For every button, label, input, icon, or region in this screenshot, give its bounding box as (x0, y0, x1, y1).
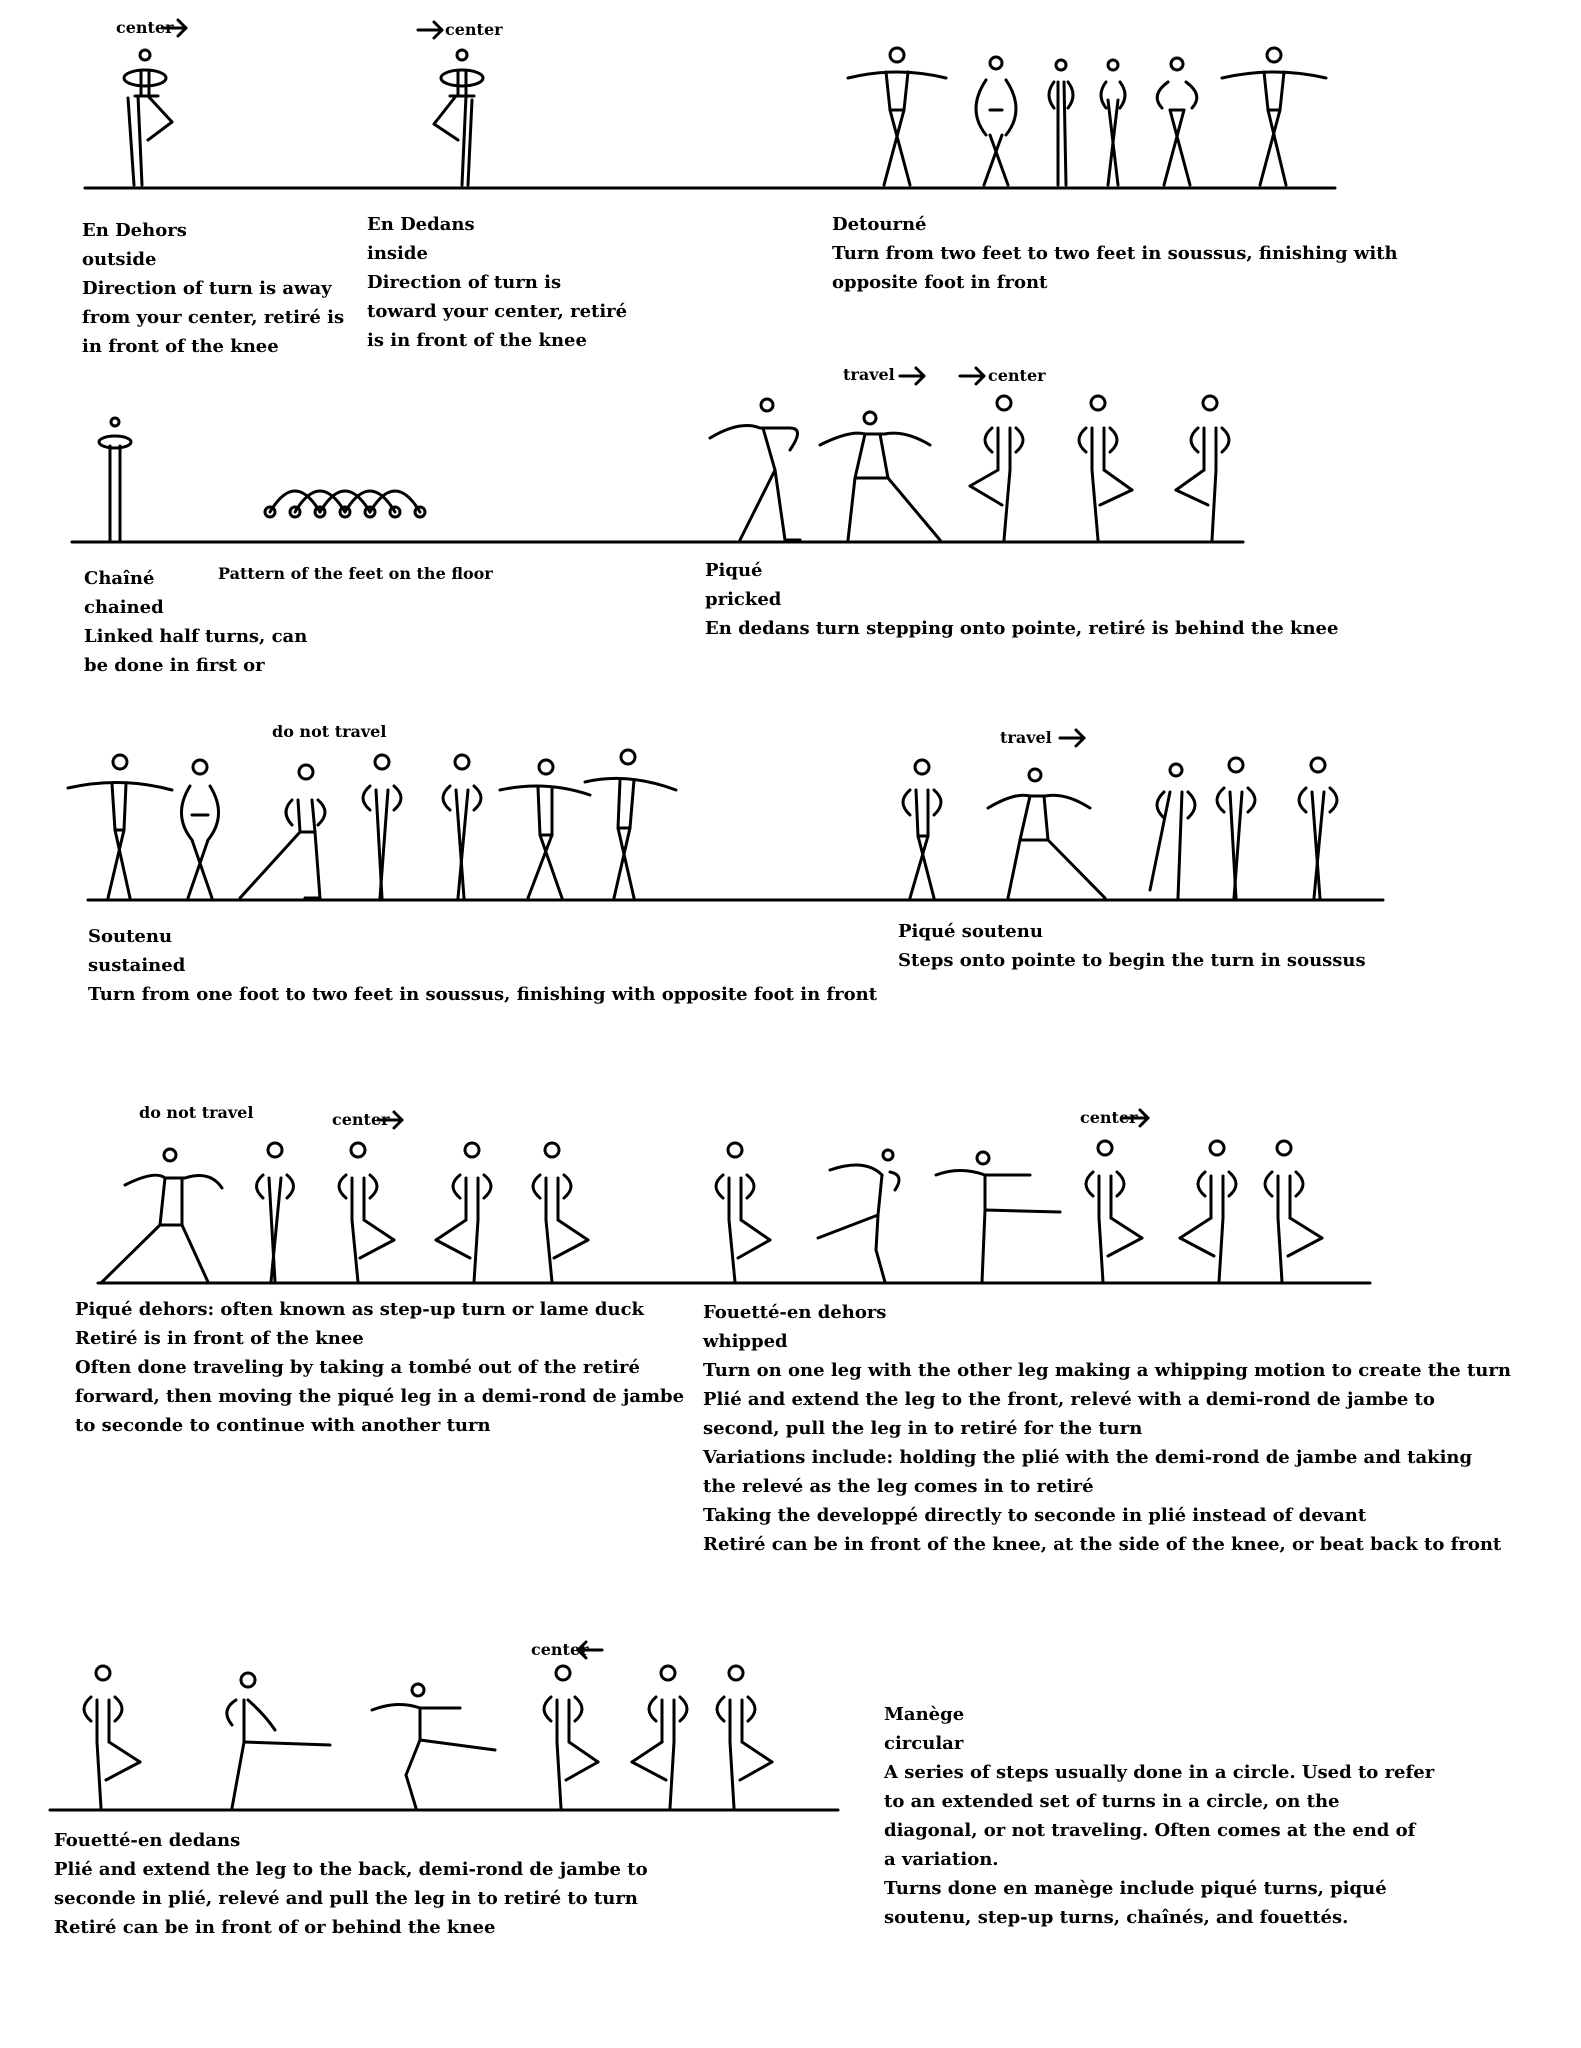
soutenu-description (88, 922, 877, 1009)
text-line: Retiré is in front of the knee (75, 1328, 364, 1349)
text-line: Steps onto pointe to begin the turn in soussus (898, 950, 1366, 971)
text-line: seconde in plié, relevé and pull the leg in to retiré to turn (54, 1888, 638, 1909)
text-line: Taking the developpé directly to seconde in plié instead of devant (703, 1505, 1367, 1526)
soutenu-tag: do not travel (272, 722, 387, 741)
fouette-en-dehors-title: Fouetté-en dehors (703, 1302, 887, 1323)
text-line: Retiré can be in front of or behind the knee (54, 1917, 496, 1938)
text-line: Direction of turn is away (82, 278, 332, 299)
text-line: pricked (705, 589, 782, 610)
fouette-en-dehors-description (703, 1298, 1511, 1559)
text-line: Plié and extend the leg to the back, demi-rond de jambe to (54, 1859, 648, 1880)
text-line: toward your center, retiré (367, 301, 628, 322)
text-line: to an extended set of turns in a circle, on the (884, 1791, 1340, 1812)
pique-figures (710, 396, 1229, 540)
text-line: is in front of the knee (367, 330, 587, 351)
text-line: Linked half turns, can (84, 626, 308, 647)
fouette-en-dedans-description (54, 1826, 648, 1942)
en-dedans-description (367, 210, 627, 355)
text-line: Variations include: holding the plié with the demi-rond de jambe and taking (703, 1447, 1473, 1468)
pique-travel-tag: travel (843, 365, 895, 384)
pique-soutenu-title: Piqué soutenu (898, 921, 1043, 942)
text-line: soutenu, step-up turns, chaînés, and fouettés. (884, 1907, 1349, 1928)
fouette-dehors-center-tag: center (1080, 1108, 1138, 1127)
text-line: diagonal, or not traveling. Often comes at the end of (884, 1820, 1416, 1841)
pique-description (705, 556, 1338, 643)
en-dedans-figure (434, 50, 483, 185)
arrow-right-icon (418, 22, 442, 38)
text-line: Turn from one foot to two feet in soussus, finishing with opposite foot in front (88, 984, 878, 1005)
fouette-en-dedans-figures (84, 1666, 772, 1808)
pique-dehors-center-tag: center (332, 1110, 390, 1129)
fouette-dedans-center-tag: center (531, 1640, 589, 1659)
text-line: Direction of turn is (367, 272, 562, 293)
text-line: Plié and extend the leg to the front, relevé with a demi-rond de jambe to (703, 1389, 1435, 1410)
pique-soutenu-figures (903, 758, 1337, 898)
en-dehors-description (82, 216, 344, 361)
chaine-title: Chaîné (84, 568, 155, 589)
detourne-description (832, 210, 1398, 297)
text-line: A series of steps usually done in a circle. Used to refer (884, 1762, 1435, 1783)
arrow-right-icon (1060, 730, 1084, 746)
text-line: in front of the knee (82, 336, 279, 357)
text-line: Often done traveling by taking a tombé out of the retiré (75, 1357, 640, 1378)
text-line: chained (84, 597, 164, 618)
text-line: to seconde to continue with another turn (75, 1415, 491, 1436)
text-line: En dedans turn stepping onto pointe, retiré is behind the knee (705, 618, 1339, 639)
arrow-right-icon (960, 368, 984, 384)
text-line: whipped (703, 1331, 788, 1352)
en-dehors-figure (124, 50, 172, 185)
chaine-figure (99, 418, 131, 540)
pique-dehors-description (75, 1295, 684, 1440)
pique-title: Piqué (705, 560, 763, 581)
text-line: Retiré can be in front of the knee, at the side of the knee, or beat back to front (703, 1534, 1502, 1555)
text-line: opposite foot in front (832, 272, 1048, 293)
text-line: the relevé as the leg comes in to retiré (703, 1476, 1094, 1497)
soutenu-title: Soutenu (88, 926, 173, 947)
pique-center-tag: center (988, 366, 1046, 385)
text-line: circular (884, 1733, 964, 1754)
en-dehors-center-tag: center (116, 18, 174, 37)
chaine-description (84, 564, 307, 680)
pique-dehors-figures (102, 1143, 588, 1282)
pique-dehors-tag: do not travel (139, 1103, 254, 1122)
detourne-figures (848, 48, 1326, 185)
text-line: second, pull the leg in to retiré for the turn (703, 1418, 1143, 1439)
arrow-right-icon (900, 368, 924, 384)
fouette-en-dedans-title: Fouetté-en dedans (54, 1830, 241, 1851)
en-dedans-center-tag: center (445, 20, 503, 39)
text-line: Turn on one leg with the other leg making a whipping motion to create the turn (703, 1360, 1511, 1381)
text-line: be done in first or (84, 655, 265, 676)
fouette-en-dehors-figures (716, 1141, 1322, 1282)
text-line: a variation. (884, 1849, 999, 1870)
text-line: Turn from two feet to two feet in soussus, finishing with (832, 243, 1398, 264)
pique-soutenu-tag: travel (1000, 728, 1052, 747)
text-line: sustained (88, 955, 186, 976)
pique-dehors-title: Piqué dehors: often known as step-up turn or lame duck (75, 1299, 645, 1320)
feet-pattern-label: Pattern of the feet on the floor (218, 564, 493, 583)
manege-title: Manège (884, 1704, 965, 1725)
en-dehors-title: En Dehors (82, 220, 187, 241)
soutenu-figures (68, 750, 676, 898)
detourne-title: Detourné (832, 214, 927, 235)
text-line: inside (367, 243, 428, 264)
text-line: outside (82, 249, 157, 270)
pique-soutenu-description (898, 917, 1366, 975)
manege-description (884, 1700, 1434, 1932)
feet-pattern (265, 491, 425, 517)
en-dedans-title: En Dedans (367, 214, 475, 235)
text-line: Turns done en manège include piqué turns, piqué (884, 1878, 1387, 1899)
text-line: from your center, retiré is (82, 307, 345, 328)
text-line: forward, then moving the piqué leg in a demi-rond de jambe (75, 1386, 685, 1407)
